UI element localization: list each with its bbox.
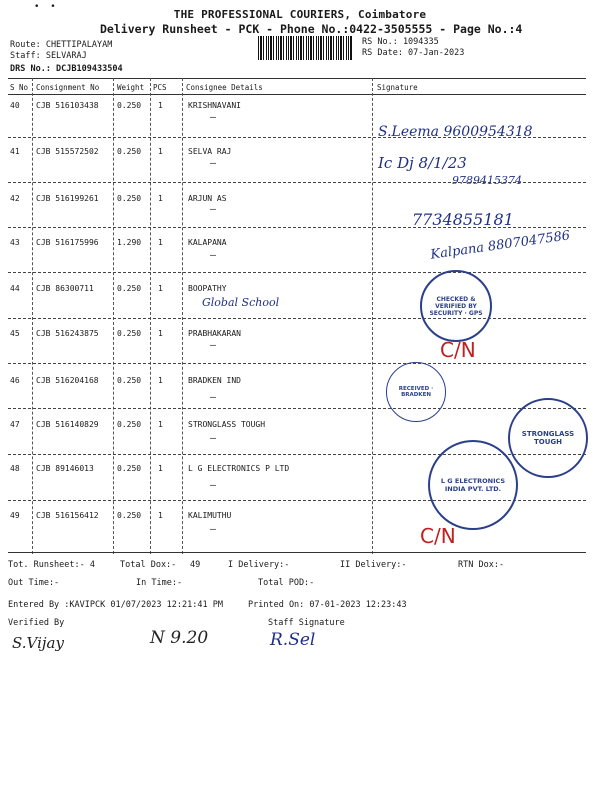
row-sno: 41 [10, 147, 20, 156]
bradken-stamp [386, 362, 446, 422]
row-weight: 0.250 [117, 147, 142, 156]
col-signature: Signature [377, 83, 418, 92]
col-consignee: Consignee Details [186, 83, 263, 92]
route-label: Route: CHETTIPALAYAM [10, 40, 113, 50]
signature-r41: Ic Dj 8/1/23 [378, 154, 467, 172]
col-consignment: Consignment No [36, 83, 100, 92]
row-sno: 42 [10, 194, 20, 203]
row-consignment: CJB 89146013 [36, 464, 94, 473]
runsheet-subtitle: Delivery Runsheet - PCK - Phone No.:0422-3505555 - Page No.:4 [100, 22, 523, 36]
row-pcs: 1 [158, 329, 163, 338]
total-pod: Total POD:- [258, 578, 315, 588]
row-sno: 46 [10, 376, 20, 385]
table-top-border [8, 78, 586, 79]
row-sno: 43 [10, 238, 20, 247]
row-mark: — [210, 112, 217, 123]
row-sno: 48 [10, 464, 20, 473]
row-pcs: 1 [158, 147, 163, 156]
signature-r41-phone: 9789415374 [452, 174, 522, 187]
cn-mark-48: C/N [420, 524, 456, 548]
row-consignee: BOOPATHY [188, 284, 227, 293]
row-mark: — [210, 250, 217, 261]
entered-by: Entered By :KAVIPCK 01/07/2023 12:21:41 PM [8, 600, 223, 610]
ii-delivery: II Delivery:- [340, 560, 407, 570]
header-bottom-border [8, 94, 586, 95]
row-mark: — [210, 433, 217, 444]
row-divider [8, 272, 586, 273]
verified-signature: S.Vijay [12, 634, 64, 652]
row-consignee: KALAPANA [188, 238, 227, 247]
signature-r43: Kalpana 8807047586 [429, 228, 572, 263]
barcode [258, 36, 352, 60]
row-divider [8, 318, 586, 319]
verified-by-label: Verified By [8, 618, 65, 628]
middle-signature: N 9.20 [150, 628, 209, 648]
row-consignment: CJB 86300711 [36, 284, 94, 293]
row-consignee: ARJUN AS [188, 194, 227, 203]
col-sno: S No [10, 83, 29, 92]
row-weight: 1.290 [117, 238, 142, 247]
row-weight: 0.250 [117, 284, 142, 293]
staff-signature-label: Staff Signature [268, 618, 345, 628]
row-weight: 0.250 [117, 194, 142, 203]
col-divider [113, 78, 114, 554]
row-consignment: CJB 516243875 [36, 329, 99, 338]
row-mark: — [210, 158, 217, 169]
row-mark: — [210, 340, 217, 351]
row-consignment: CJB 516156412 [36, 511, 99, 520]
row-consignee: KALIMUTHU [188, 511, 232, 520]
col-pcs: PCS [153, 83, 167, 92]
drs-number: DRS No.: DCJB109433504 [10, 64, 123, 74]
row-weight: 0.250 [117, 511, 142, 520]
row-mark: — [210, 392, 217, 403]
stamp-text: RECEIVED · BRADKEN [398, 386, 434, 398]
row-mark: — [210, 204, 217, 215]
stronglass-stamp [508, 398, 588, 478]
row-weight: 0.250 [117, 420, 142, 429]
col-weight: Weight [117, 83, 145, 92]
lg-electronics-stamp [428, 440, 518, 530]
row-consignee: BRADKEN IND [188, 376, 241, 385]
i-delivery: I Delivery:- [228, 560, 290, 570]
row-pcs: 1 [158, 284, 163, 293]
row-pcs: 1 [158, 420, 163, 429]
dots: • • [34, 2, 56, 12]
row-sno: 47 [10, 420, 20, 429]
row-weight: 0.250 [117, 101, 142, 110]
company-title: THE PROFESSIONAL COURIERS, Coimbatore [173, 8, 427, 21]
col-divider [32, 78, 33, 554]
cn-mark-45: C/N [440, 338, 476, 362]
row-sno: 40 [10, 101, 20, 110]
row-sno: 44 [10, 284, 20, 293]
total-dox-value: 49 [190, 560, 201, 570]
row-consignee: PRABHAKARAN [188, 329, 241, 338]
row-consignment: CJB 516140829 [36, 420, 99, 429]
row-pcs: 1 [158, 238, 163, 247]
col-divider [372, 78, 373, 554]
printed-on: Printed On: 07-01-2023 12:23:43 [248, 600, 407, 610]
row-mark: — [210, 480, 217, 491]
row-pcs: 1 [158, 101, 163, 110]
stamp-text: CHECKED & VERIFIED BY SECURITY · GPS [429, 295, 483, 317]
row-consignee: L G ELECTRONICS P LTD [188, 464, 290, 473]
row-weight: 0.250 [117, 329, 142, 338]
tot-runsheet: Tot. Runsheet:- 4 [8, 560, 95, 570]
row-weight: 0.250 [117, 376, 142, 385]
row-pcs: 1 [158, 511, 163, 520]
row-consignment: CJB 516175996 [36, 238, 99, 247]
in-time: In Time:- [136, 578, 183, 588]
staff-signature: R.Sel [270, 630, 316, 650]
row-consignee: SELVA RAJ [188, 147, 232, 156]
row-consignment: CJB 516204168 [36, 376, 99, 385]
out-time: Out Time:- [8, 578, 60, 588]
table-bottom-border [8, 552, 586, 553]
row-consignment: CJB 515572502 [36, 147, 99, 156]
row-consignee: KRISHNAVANI [188, 101, 241, 110]
row-consignment: CJB 516103438 [36, 101, 99, 110]
total-dox-label: Total Dox:- [120, 560, 177, 570]
row-mark: — [210, 524, 217, 535]
security-stamp [420, 270, 492, 342]
row-sno: 49 [10, 511, 20, 520]
row-consignee: STRONGLASS TOUGH [188, 420, 266, 429]
handwritten-note: Global School [202, 296, 280, 309]
row-weight: 0.250 [117, 464, 142, 473]
signature-r40: S.Leema 9600954318 [378, 124, 533, 140]
row-pcs: 1 [158, 464, 163, 473]
stamp-text: STRONGLASS TOUGH [521, 430, 575, 446]
row-sno: 45 [10, 329, 20, 338]
rs-number: RS No.: 1094335 [362, 37, 439, 47]
stamp-text: L G ELECTRONICS INDIA PVT. LTD. [440, 477, 506, 493]
rs-date: RS Date: 07-Jan-2023 [362, 48, 465, 58]
row-consignment: CJB 516199261 [36, 194, 99, 203]
col-divider [150, 78, 151, 554]
row-pcs: 1 [158, 376, 163, 385]
signature-r42: 7734855181 [412, 210, 514, 229]
row-divider [8, 363, 586, 364]
col-divider [182, 78, 183, 554]
rtn-dox: RTN Dox:- [458, 560, 505, 570]
row-divider [8, 408, 586, 409]
staff-label: Staff: SELVARAJ [10, 51, 87, 61]
row-pcs: 1 [158, 194, 163, 203]
